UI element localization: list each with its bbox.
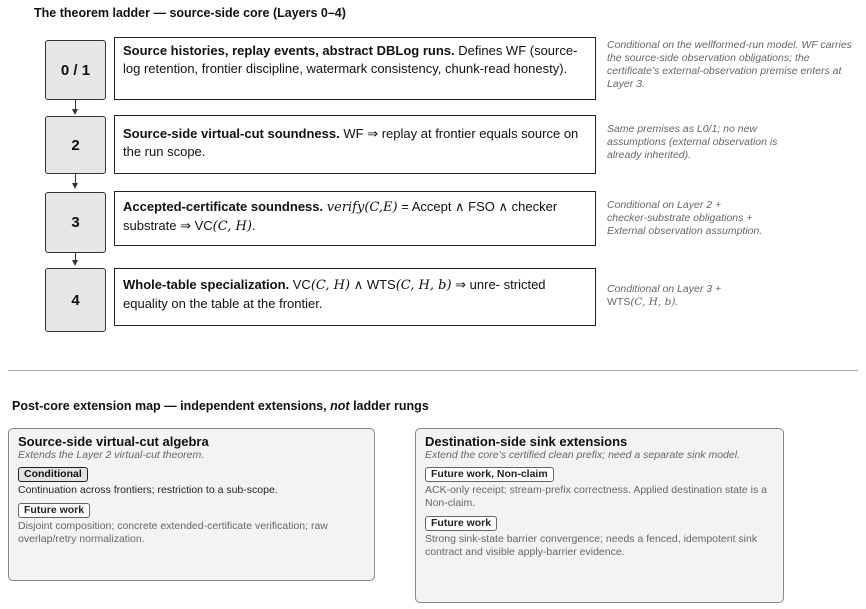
rung-heading: Source histories, replay events, abstract DBLog runs. [123,43,455,58]
rung-number-label: 4 [71,291,80,309]
rung-4-statement [114,268,596,326]
rung-2-note: Same premises as L0/1; no new assumptions (external observation is already inherited). [607,123,778,161]
math-args: (C, H, b) [630,296,676,308]
implies-symbol: ⇒ [367,126,379,141]
rung-text: ⇒ unre- [455,277,501,292]
rung-0-1-number [45,40,106,100]
rung-text: replay at frontier equals source on the run scope. [123,126,579,159]
rung-text: WF [343,126,364,141]
rung-3-statement [114,191,596,246]
math-args: (C, H, b) [395,278,452,293]
rung-0-1-note: Conditional on the wellformed-run model. WF carries the source-side observation obligations; the certificate’s external-observation premise enters at Layer 3. [607,39,852,90]
extensions-title-emphasis: not [330,399,350,413]
wts-label: WTS [607,296,631,308]
rung-2-statement [114,115,596,174]
panel-title: Destination-side sink extensions [425,434,628,449]
rung-text: ∧ WTS [353,277,396,292]
verify-function: verify [326,200,365,215]
note-line: External observation assumption. [607,225,763,237]
note-line: Conditional on Layer 2 + [607,199,722,211]
rung-text: VC [292,277,311,292]
rung-3-note [607,199,857,238]
rung-text: checker substrate ⇒ VC [123,199,558,233]
extensions-title-text: ladder rungs [353,399,429,413]
rung-heading: Accepted-certificate soundness. [123,199,324,214]
status-badge-future-work: Future work [18,503,90,518]
ladder-arrowhead [72,183,78,189]
note-line: Conditional on Layer 3 + [607,283,722,295]
panel-text: Disjoint composition; concrete extended-certificate verification; raw overlap/retry normalization. [18,520,328,545]
rung-4-number [45,268,106,332]
panel-text: ACK-only receipt; stream-prefix correctness. Applied destination state is a Non-claim. [425,484,767,509]
panel-title: Source-side virtual-cut algebra [18,434,209,449]
panel-subtitle: Extends the Layer 2 virtual-cut theorem. [18,449,205,461]
status-badge-conditional: Conditional [18,467,88,482]
rung-heading: Source-side virtual-cut soundness. [123,126,340,141]
source-side-extension-panel [8,428,375,581]
math-args: (C, H) [310,278,351,293]
rung-2-number [45,116,106,174]
rung-0-1-statement [114,37,596,100]
rung-text: . [251,217,256,233]
ladder-arrow-line [75,174,76,183]
ladder-arrowhead [72,260,78,266]
panel-subtitle: Extend the core’s certified clean prefix; need a separate sink model. [425,449,740,461]
math-args: (C,E) [364,200,398,215]
destination-side-extension-panel [415,428,784,603]
note-end: . [675,296,679,308]
rung-4-note [607,283,857,309]
rung-text: stricted equality on the table at the frontier. [123,277,546,311]
note-line: checker-substrate obligations + [607,212,753,224]
rung-number-label: 2 [71,136,80,154]
rung-text: Defines WF (source-log retention, frontier discipline, watermark consistency, chunk-read honesty). [123,43,578,76]
section-divider [8,370,858,371]
rung-number-label: 3 [71,214,80,231]
math-args: (C, H) [212,218,252,234]
ladder-title: The theorem ladder — source-side core (Layers 0–4) [34,6,346,20]
status-badge-future-work: Future work [425,516,497,531]
panel-text: Strong sink-state barrier convergence; needs a fenced, idempotent sink contract and visible apply-barrier evidence. [425,533,758,558]
note-line [607,296,857,309]
status-badge-future-work-non-claim: Future work, Non-claim [425,467,554,482]
extensions-title [12,399,429,413]
extensions-title-text: Post-core extension map — independent extensions, [12,399,327,413]
rung-3-number [45,192,106,253]
ladder-arrow-line [75,100,76,109]
rung-text: = Accept ∧ FSO ∧ [401,199,509,214]
rung-heading: Whole-table specialization. [123,277,290,292]
rung-number-label: 0 / 1 [60,61,91,79]
ladder-arrowhead [72,109,78,115]
panel-text: Continuation across frontiers; restriction to a sub-scope. [18,484,278,496]
